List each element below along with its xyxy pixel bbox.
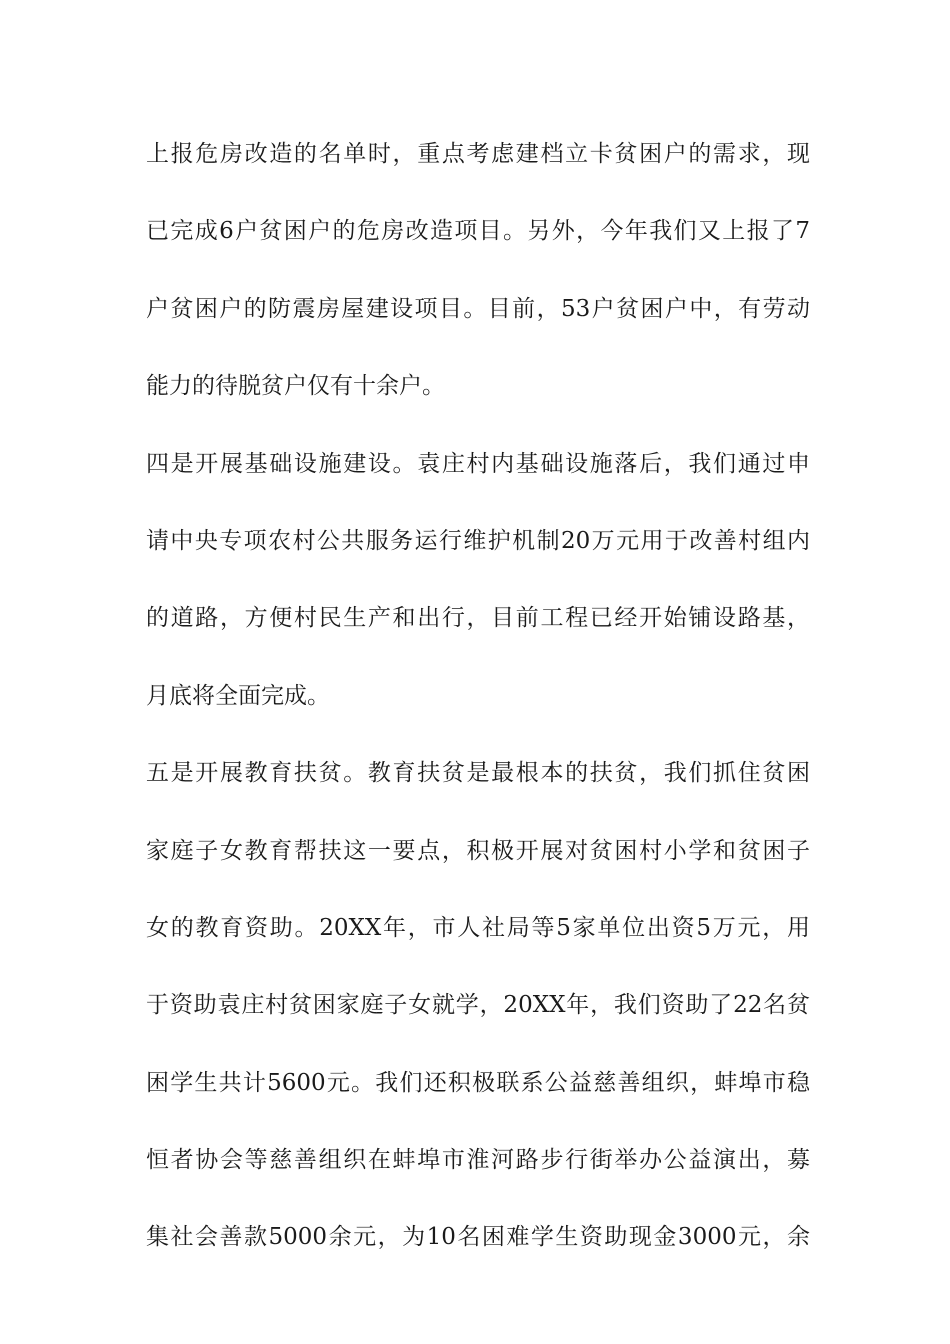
text-line: 集社会善款5000余元，为10名困难学生资助现金3000元，余 xyxy=(146,1224,810,1251)
text-line: 女的教育资助。20XX年，市人社局等5家单位出资5万元，用 xyxy=(146,914,810,941)
text-line: 能力的待脱贫户仅有十余户。 xyxy=(146,373,445,400)
text-line: 月底将全面完成。 xyxy=(146,682,330,709)
text-line: 于资助袁庄村贫困家庭子女就学，20XX年，我们资助了22名贫 xyxy=(146,992,810,1019)
text-line: 四是开展基础设施建设。袁庄村内基础设施落后，我们通过申 xyxy=(146,450,810,477)
text-line: 请中央专项农村公共服务运行维护机制20万元用于改善村组内 xyxy=(146,527,810,554)
text-line: 困学生共计5600元。我们还积极联系公益慈善组织，蚌埠市稳 xyxy=(146,1069,810,1096)
text-line: 上报危房改造的名单时，重点考虑建档立卡贫困户的需求，现 xyxy=(146,141,810,167)
text-line: 家庭子女教育帮扶这一要点，积极开展对贫困村小学和贫困子 xyxy=(146,837,810,864)
text-line: 恒者协会等慈善组织在蚌埠市淮河路步行街举办公益演出，募 xyxy=(146,1147,810,1174)
text-line: 户贫困户的防震房屋建设项目。目前，53户贫困户中，有劳动 xyxy=(146,295,810,322)
text-line: 五是开展教育扶贫。教育扶贫是最根本的扶贫，我们抓住贫困 xyxy=(146,760,810,787)
text-line: 已完成6户贫困户的危房改造项目。另外，今年我们又上报了7 xyxy=(146,218,810,245)
document-body xyxy=(146,128,810,1289)
text-line: 的道路，方便村民生产和出行，目前工程已经开始铺设路基， xyxy=(146,605,810,632)
